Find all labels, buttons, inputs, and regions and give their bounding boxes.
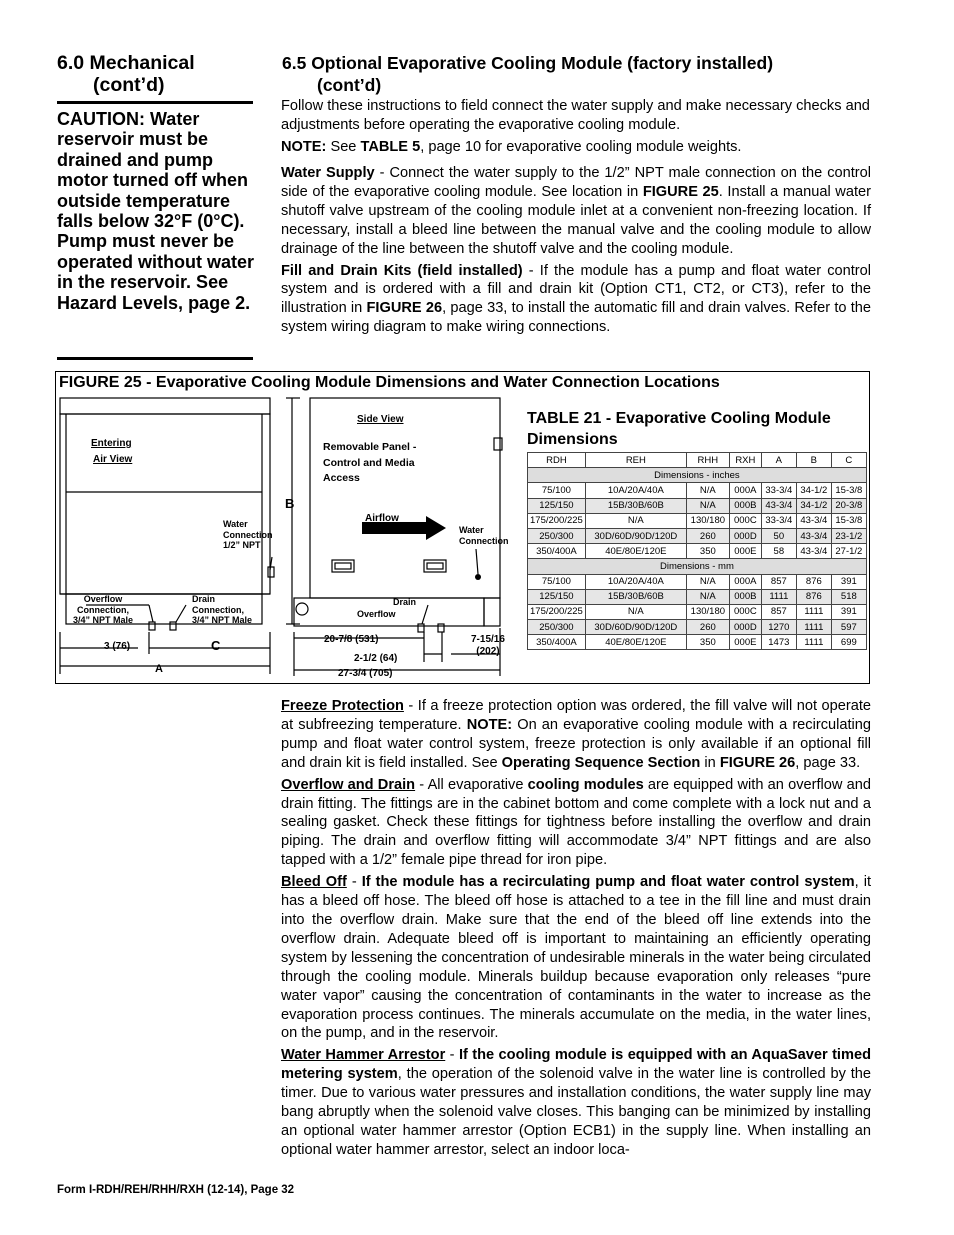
table-cell: 30D/60D/90D/120D [585,528,686,543]
table-cell: 000B [729,498,761,513]
table-cell: 260 [686,528,729,543]
table-cell: 43-3/4 [761,498,796,513]
table-cell: 597 [831,620,866,635]
table-row [528,513,867,528]
bleed-off-paragraph: Bleed Off - If the module has a recirculating pump and float water control system, it has a bleed off hose. The bleed off hose is attached to a tee in the fill line and must drain into the overflow drain. Make sure that the end of the bleed off line extends into the overflow drain. Adequate bleed off is important to maintaining an efficiently operating system by lessening the concentration of undesirable minerals in the water being circulated through the cooling module. Minerals buildup because evaporation only releases “pure water vapor” causing the concentration of contaminants in the water to increase as the evaporation process continues. The minerals accumulate on the media, in the water lines, on the pump, and in the reservoir. [281,874,871,1042]
section-title-line2: (cont’d) [93,74,165,96]
table-band-mm [528,559,867,574]
dim-b-label: B [285,496,295,511]
table-cell: 10A/20A/40A [585,483,686,498]
table-cell: 857 [761,604,796,619]
table-cell: 876 [796,589,831,604]
table-cell: 75/100 [528,483,586,498]
table-cell: N/A [686,574,729,589]
table-cell: N/A [686,483,729,498]
table-cell: 58 [761,544,796,559]
table-cell: 125/150 [528,589,586,604]
table-cell: B [796,453,831,468]
table-cell: 40E/80E/120E [585,635,686,650]
overflow-drain-paragraph: Overflow and Drain - All evaporative cooling modules are equipped with an overflow and drain fitting. The fittings are in the cabinet bottom and come complete with a lock nut and a sealing gasket. Check these fittings for tightness before installing the overflow and drain piping. The drain and overflow fitting will accommodate 3/4” NPT fittings and are also tapped with a 1/2” female pipe thread for iron pipe. [281,776,871,869]
table-cell: 43-3/4 [796,544,831,559]
table-band-label: Dimensions - mm [528,559,867,574]
water-connection-left-label: Water Connection 1/2” NPT [223,519,273,550]
table-row [528,589,867,604]
table-row [528,544,867,559]
table-cell: 30D/60D/90D/120D [585,620,686,635]
table-cell: 1111 [796,620,831,635]
table-cell: RHH [686,453,729,468]
side-view-label: Side View [357,414,404,425]
table-cell: 350/400A [528,635,586,650]
table-row [528,483,867,498]
table-cell: 000E [729,544,761,559]
table-cell: 000B [729,589,761,604]
subsection-title-line2: (cont’d) [317,75,382,95]
table-row [528,498,867,513]
table-cell: 23-1/2 [831,528,866,543]
table-cell: 000C [729,513,761,528]
dim-27-label: 27-3/4 (705) [338,668,393,679]
table-cell: 699 [831,635,866,650]
table-cell: 130/180 [686,604,729,619]
table-cell: 50 [761,528,796,543]
table-cell: 10A/20A/40A [585,574,686,589]
table-cell: 15-3/8 [831,483,866,498]
section-rule-top [57,101,253,104]
table-cell: 1111 [796,604,831,619]
subsection-title [282,52,872,96]
table-cell: 350/400A [528,544,586,559]
caution-box: CAUTION: Water reservoir must be drained and pump motor turned off when outside temperature falls below 32°F (0°C). Pump must never be operated without water in the reservoir. See Hazard Levels, page 2. [57,109,255,313]
table-cell: 1111 [761,589,796,604]
table-cell: 33-3/4 [761,483,796,498]
table-cell: A [761,453,796,468]
table-cell: 27-1/2 [831,544,866,559]
water-supply-section [281,164,871,340]
water-connection-right-label: Water Connection [459,525,509,546]
table-cell: 130/180 [686,513,729,528]
section-rule-bottom [57,357,253,360]
table-cell: 000D [729,528,761,543]
table-cell: N/A [686,498,729,513]
table-cell: 391 [831,574,866,589]
table-cell: 250/300 [528,620,586,635]
table-header-row [528,453,867,468]
lower-text [281,697,871,1163]
dimensions-table [527,452,867,650]
table-cell: 175/200/225 [528,604,586,619]
table-cell: 350 [686,544,729,559]
table-cell: 1473 [761,635,796,650]
fill-drain-paragraph: Fill and Drain Kits (field installed) - If the module has a pump and float water control system and is ordered with a fill and drain kit (Option CT1, CT2, or CT3), refer to the illustration in FIGURE 26, page 33, to install the automatic fill and drain valves. Refer to the system wiring diagram to make wiring connections. [281,262,872,336]
page-footer: Form I-RDH/REH/RHH/RXH (12-14), Page 32 [57,1184,295,1196]
table-cell: REH [585,453,686,468]
table-cell: 000D [729,620,761,635]
water-hammer-paragraph: Water Hammer Arrestor - If the cooling module is equipped with an AquaSaver timed metering system, the operation of the solenoid valve in the water line is controlled by the timer. Due to various water pressures and installation conditions, the water supply line may bang abruptly when the solenoid valve closes. This banging can be minimized by installing an optional water hammer arrestor (Option ECB1) in the supply line. When installing an optional water hammer arrestor, select an indoor loca- [281,1047,871,1158]
table-cell: 000A [729,574,761,589]
table-cell: 000A [729,483,761,498]
table-cell: 1270 [761,620,796,635]
table-cell: 1111 [796,635,831,650]
table-cell: 250/300 [528,528,586,543]
drain-label: Drain [393,597,417,607]
dim-a-label: A [155,663,163,675]
entering-air-view-line2: Air View [93,454,133,465]
table-cell: 43-3/4 [796,528,831,543]
table-cell: 518 [831,589,866,604]
table-cell: 33-3/4 [761,513,796,528]
removable-panel-label: Removable Panel - Control and Media Access [323,441,417,484]
table-cell: N/A [686,589,729,604]
table-cell: 391 [831,604,866,619]
table-title: TABLE 21 - Evaporative Cooling Module Dimensions [527,410,831,448]
freeze-paragraph: Freeze Protection - If a freeze protection option was ordered, the fill valve will not operate at subfreezing temperature. NOTE: On an evaporative cooling module with a recirculating pump and float water control system, freeze protection is only available if an optional fill and drain kit is field installed. See Operating Sequence Section in FIGURE 26, page 33. [281,698,871,771]
table-cell: N/A [585,513,686,528]
entering-air-view-line1: Entering [91,438,132,449]
table-cell: 857 [761,574,796,589]
table-cell: 876 [796,574,831,589]
intro-text [281,97,871,160]
drain-connection-label: Drain Connection, 3/4” NPT Male [192,594,253,625]
subsection-title-line1: 6.5 Optional Evaporative Cooling Module (factory installed) [282,53,774,73]
table-cell: 75/100 [528,574,586,589]
table-cell: C [831,453,866,468]
table-cell: N/A [585,604,686,619]
table-cell: 40E/80E/120E [585,544,686,559]
dim-3-label: 3 (76) [104,641,131,652]
table-row [528,574,867,589]
dim-2-label: 2-1/2 (64) [354,653,398,664]
table-row [528,620,867,635]
overflow-label: Overflow [357,609,396,619]
table-band-inches [528,468,867,483]
table-cell: 260 [686,620,729,635]
dim-c-label: C [211,638,221,653]
figure-title: FIGURE 25 - Evaporative Cooling Module Dimensions and Water Connection Locations [59,374,720,391]
table-cell: 15-3/8 [831,513,866,528]
table-cell: 350 [686,635,729,650]
airflow-label: Airflow [365,513,399,524]
table-band-label: Dimensions - inches [528,468,867,483]
table-row [528,604,867,619]
table-cell: 000C [729,604,761,619]
table-cell: 34-1/2 [796,498,831,513]
intro-note: NOTE: See TABLE 5, page 10 for evaporative cooling module weights. [281,138,742,155]
table-cell: 175/200/225 [528,513,586,528]
intro-paragraph: Follow these instructions to field connect the water supply and make necessary checks and adjustments before operating the evaporative cooling module. [281,98,870,133]
table-cell: 000E [729,635,761,650]
table-cell: 15B/30B/60B [585,589,686,604]
overflow-connection-label: Overflow Connection, 3/4” NPT Male [72,594,134,625]
table-cell: RDH [528,453,586,468]
table-row [528,635,867,650]
table-cell: RXH [729,453,761,468]
water-supply-paragraph: Water Supply - Connect the water supply to the 1/2” NPT male connection on the control side of the evaporative cooling module. See location in FIGURE 25. Install a manual water shutoff valve upstream of the cooling module inlet at a convenient non-freezing location. If necessary, install a bleed line between the manual valve and the cooling module to allow drainage of the line between the shutoff valve and the cooling module. [281,165,871,257]
table-cell: 15B/30B/60B [585,498,686,513]
section-title [57,52,257,96]
table-cell: 125/150 [528,498,586,513]
table-cell: 34-1/2 [796,483,831,498]
table-cell: 20-3/8 [831,498,866,513]
dim-7-label: 7-15/16 (202) [471,634,505,657]
dim-20-label: 20-7/8 (531) [324,634,379,645]
table-cell: 43-3/4 [796,513,831,528]
section-title-line1: 6.0 Mechanical [57,52,195,74]
table-row [528,528,867,543]
